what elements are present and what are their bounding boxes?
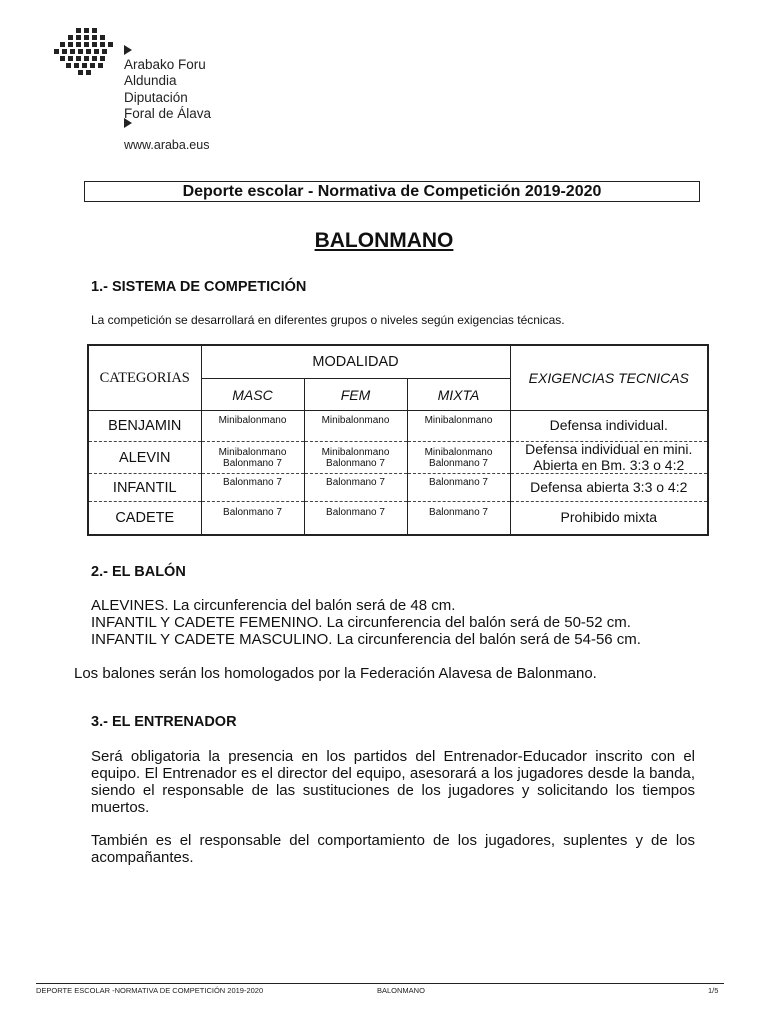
cell-fem: Balonmano 7 <box>326 477 385 488</box>
cell-masc: Balonmano 7 <box>223 477 282 488</box>
cell-masc: Minibalonmano <box>218 415 287 426</box>
table-row <box>88 502 708 535</box>
section-2-title: 2.- EL BALÓN <box>91 564 186 580</box>
cell-fem: Minibalonmano <box>321 446 390 458</box>
row-category: INFANTIL <box>88 474 201 502</box>
header-modalidad: MODALIDAD <box>201 345 510 379</box>
arrow-right-icon <box>124 45 132 55</box>
coach-paragraph-2: También es el responsable del comportamiento de los jugadores, suplentes y de los acompañantes. <box>91 832 695 866</box>
ball-size-alevines: ALEVINES. La circunferencia del balón será de 48 cm. <box>91 597 456 614</box>
logo-line-2: Aldundia <box>124 72 177 88</box>
competition-table <box>87 344 709 536</box>
table-row <box>88 474 708 502</box>
cell-exigencias: Prohibido mixta <box>560 509 658 525</box>
cell-exigencias-2: Abierta en Bm. 3:3 o 4:2 <box>533 456 685 473</box>
footer-center: BALONMANO <box>377 986 425 995</box>
cell-mixta: Balonmano 7 <box>429 477 488 488</box>
cell-mixta: Balonmano 7 <box>429 507 488 518</box>
header-mixta: MIXTA <box>407 379 510 411</box>
document-header-title: Deporte escolar - Normativa de Competición 2019-2020 <box>84 181 700 202</box>
page-title: BALONMANO <box>314 229 454 252</box>
row-category: ALEVIN <box>88 442 201 474</box>
website-link[interactable]: www.araba.eus <box>124 138 210 152</box>
araba-logo-icon <box>52 26 114 80</box>
row-category: BENJAMIN <box>88 411 201 442</box>
ball-homologation-note: Los balones serán los homologados por la Federación Alavesa de Balonmano. <box>74 665 597 682</box>
ball-size-masculino: INFANTIL Y CADETE MASCULINO. La circunferencia del balón será de 54-56 cm. <box>91 631 641 648</box>
logo-line-3: Diputación <box>124 90 188 105</box>
header-exigencias: EXIGENCIAS TECNICAS <box>510 345 708 411</box>
section-1-text: La competición se desarrollará en diferentes grupos o niveles según exigencias técnicas. <box>91 313 565 327</box>
cell-exigencias: Defensa individual en mini. <box>525 441 693 457</box>
cell-mixta-2: Balonmano 7 <box>429 457 488 469</box>
cell-mixta: Minibalonmano <box>424 446 493 458</box>
logo-line-4: Foral de Álava <box>124 105 212 121</box>
cell-exigencias: Defensa individual. <box>549 417 668 434</box>
header-categorias: CATEGORIAS <box>88 345 201 411</box>
cell-fem: Balonmano 7 <box>326 507 385 518</box>
cell-fem: Minibalonmano <box>321 415 390 426</box>
header-masc: MASC <box>201 379 304 411</box>
ball-size-femenino: INFANTIL Y CADETE FEMENINO. La circunferencia del balón será de 50-52 cm. <box>91 614 631 631</box>
coach-paragraph-1: Será obligatoria la presencia en los partidos del Entrenador-Educador inscrito con el equipo. El Entrenador es el director del equipo, asesorará a los jugadores desde la banda, siendo el responsable de las sustituciones de los jugadores y solicitando los tiempos muertos. <box>91 748 695 816</box>
table-row <box>88 411 708 442</box>
cell-fem-2: Balonmano 7 <box>326 457 385 469</box>
footer-left: DEPORTE ESCOLAR -NORMATIVA DE COMPETICIÓN 2019-2020 <box>36 986 264 995</box>
logo-line-1: Arabako Foru <box>124 57 206 72</box>
header-fem: FEM <box>304 379 407 411</box>
cell-masc-2: Balonmano 7 <box>223 457 282 469</box>
section-3-title: 3.- EL ENTRENADOR <box>91 714 237 730</box>
section-1-title: 1.- SISTEMA DE COMPETICIÓN <box>91 279 307 295</box>
footer-page-number: 1/5 <box>708 986 719 995</box>
cell-mixta: Minibalonmano <box>424 415 493 426</box>
arrow-right-icon <box>124 118 132 128</box>
logo-text <box>124 57 211 121</box>
cell-masc: Minibalonmano <box>218 446 287 458</box>
row-category: CADETE <box>88 502 201 535</box>
cell-exigencias: Defensa abierta 3:3 o 4:2 <box>530 478 688 495</box>
footer-divider <box>36 983 724 984</box>
table-row <box>88 442 708 474</box>
cell-masc: Balonmano 7 <box>223 507 282 518</box>
